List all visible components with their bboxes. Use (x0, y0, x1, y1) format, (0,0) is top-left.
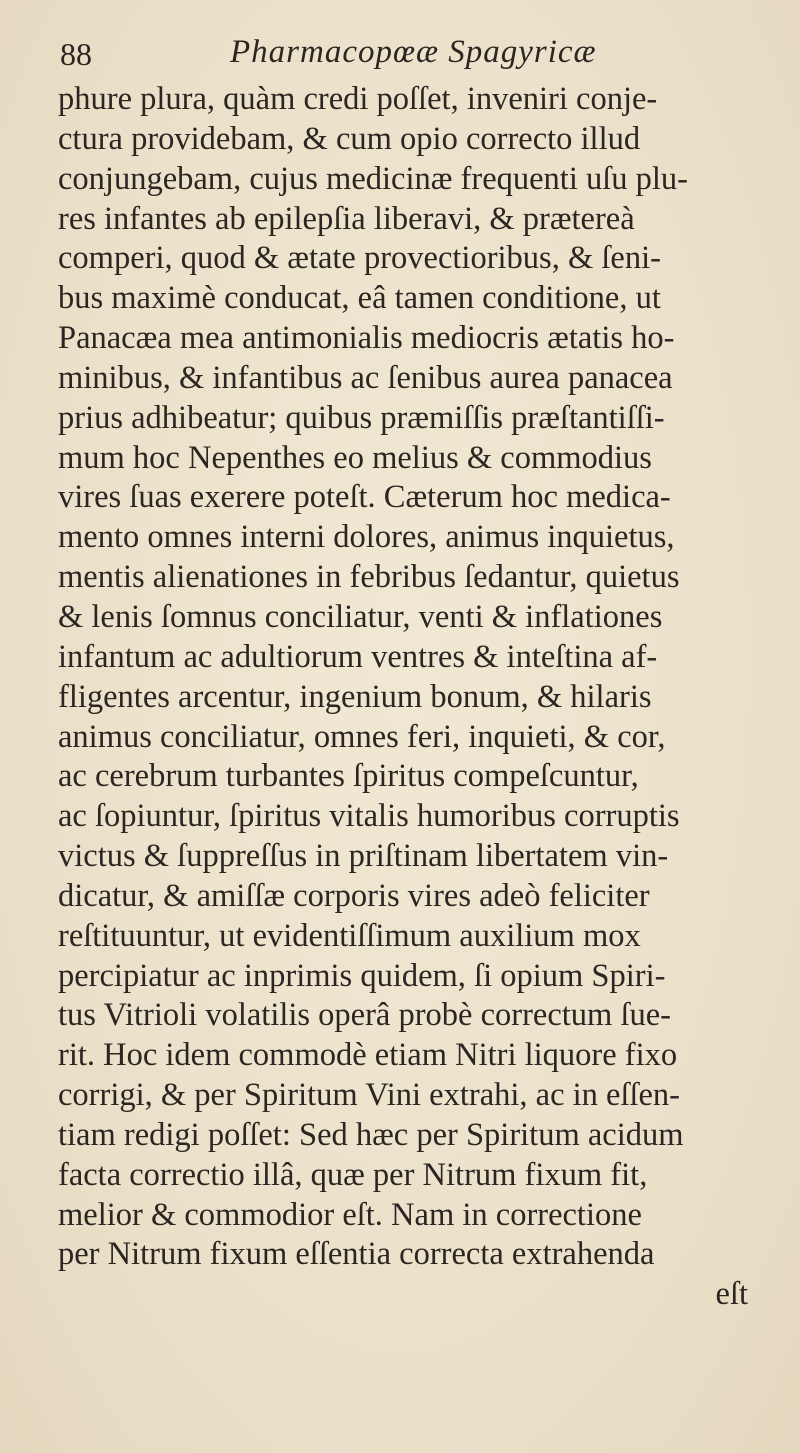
text-line: reſtituuntur, ut evidentiſſimum auxilium mox (58, 917, 641, 954)
page-number: 88 (60, 36, 92, 72)
text-line: minibus, & infantibus ac ſenibus aurea panacea (58, 359, 673, 396)
text-line: dicatur, & amiſſæ corporis vires adeò feliciter (58, 877, 650, 914)
text-line: & lenis ſomnus conciliatur, venti & inflationes (58, 598, 663, 635)
text-line: percipiatur ac inprimis quidem, ſi opium Spiri- (58, 957, 666, 994)
text-line: victus & ſuppreſſus in priſtinam libertatem vin- (58, 838, 669, 875)
text-line: mum hoc Nepenthes eo melius & commodius (58, 439, 652, 476)
running-title: Pharmacopœæ Spagyricæ (230, 34, 597, 70)
text-line: Panacæa mea antimonialis mediocris ætatis ho- (58, 320, 675, 357)
text-line: phure plura, quàm credi poſſet, inveniri conje- (58, 81, 658, 117)
body-text (58, 80, 788, 1315)
text-line: fligentes arcentur, ingenium bonum, & hilaris (58, 678, 652, 715)
text-line: ac ſopiuntur, ſpiritus vitalis humoribus corruptis (58, 798, 680, 835)
text-line: mento omnes interni dolores, animus inquietus, (58, 519, 675, 556)
text-line: ac cerebrum turbantes ſpiritus compeſcuntur, (58, 758, 639, 795)
page-header (60, 30, 760, 82)
text-line: bus maximè conducat, eâ tamen conditione, ut (58, 280, 661, 317)
text-line: facta correctio illâ, quæ per Nitrum fixum fit, (58, 1156, 648, 1193)
text-line: tus Vitrioli volatilis operâ probè correctum ſue- (58, 997, 671, 1034)
text-line: melior & commodior eſt. Nam in correctione (58, 1196, 642, 1233)
text-line: comperi, quod & ætate provectioribus, & ſeni- (58, 240, 661, 277)
text-line: per Nitrum fixum eſſentia correcta extrahenda (58, 1236, 655, 1273)
text-line: prius adhibeatur; quibus præmiſſis præſtantiſſi- (58, 399, 665, 436)
text-line: tiam redigi poſſet: Sed hæc per Spiritum acidum (58, 1116, 684, 1153)
text-line: animus conciliatur, omnes feri, inquieti, & cor, (58, 718, 666, 755)
catchword: eſt (715, 1276, 748, 1313)
text-line: rit. Hoc idem commodè etiam Nitri liquore fixo (58, 1037, 678, 1074)
text-line: res infantes ab epilepſia liberavi, & prætereà (58, 200, 635, 237)
text-line: corrigi, & per Spiritum Vini extrahi, ac in eſſen- (58, 1077, 681, 1114)
text-line: conjungebam, cujus medicinæ frequenti uſu plu- (58, 160, 688, 197)
text-line: mentis alienationes in febribus ſedantur, quietus (58, 559, 680, 596)
text-line: vires ſuas exerere poteſt. Cæterum hoc medica- (58, 479, 671, 516)
text-line: ctura providebam, & cum opio correcto illud (58, 120, 641, 157)
text-line: infantum ac adultiorum ventres & inteſtina af- (58, 638, 658, 675)
